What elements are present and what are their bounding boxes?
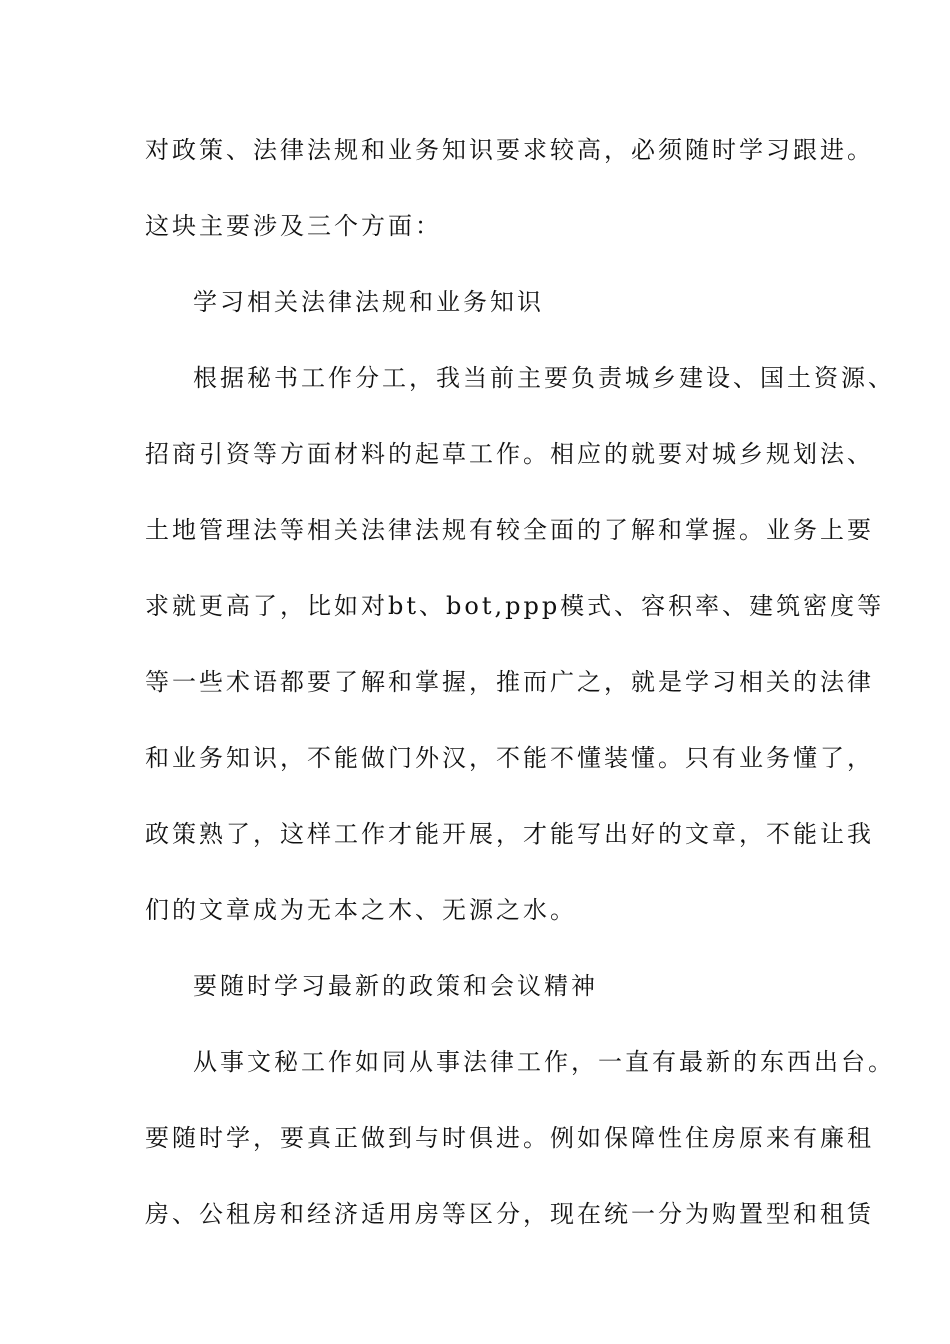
paragraph-first-line: 根据秘书工作分工，我当前主要负责城乡建设、国土资源、 <box>193 364 895 392</box>
text-line: 土地管理法等相关法律法规有较全面的了解和掌握。业务上要 <box>145 516 874 544</box>
text-line: 要随时学，要真正做到与时俱进。例如保障性住房原来有廉租 <box>145 1124 874 1152</box>
text-line: 们的文章成为无本之木、无源之水。 <box>145 896 577 924</box>
paragraph-first-line: 从事文秘工作如同从事法律工作，一直有最新的东西出台。 <box>193 1048 895 1076</box>
text-line: 等一些术语都要了解和掌握，推而广之，就是学习相关的法律 <box>145 668 874 696</box>
section-heading: 学习相关法律法规和业务知识 <box>193 288 544 316</box>
text-line: 招商引资等方面材料的起草工作。相应的就要对城乡规划法、 <box>145 440 874 468</box>
text-line: 求就更高了，比如对bt、bot,ppp模式、容积率、建筑密度等 <box>145 592 885 620</box>
section-heading: 要随时学习最新的政策和会议精神 <box>193 972 598 1000</box>
text-line: 这块主要涉及三个方面： <box>145 212 442 240</box>
text-line: 房、公租房和经济适用房等区分，现在统一分为购置型和租赁 <box>145 1200 874 1228</box>
text-line: 对政策、法律法规和业务知识要求较高，必须随时学习跟进。 <box>145 136 874 164</box>
text-line: 政策熟了，这样工作才能开展，才能写出好的文章，不能让我 <box>145 820 874 848</box>
text-line: 和业务知识，不能做门外汉，不能不懂装懂。只有业务懂了， <box>145 744 874 772</box>
